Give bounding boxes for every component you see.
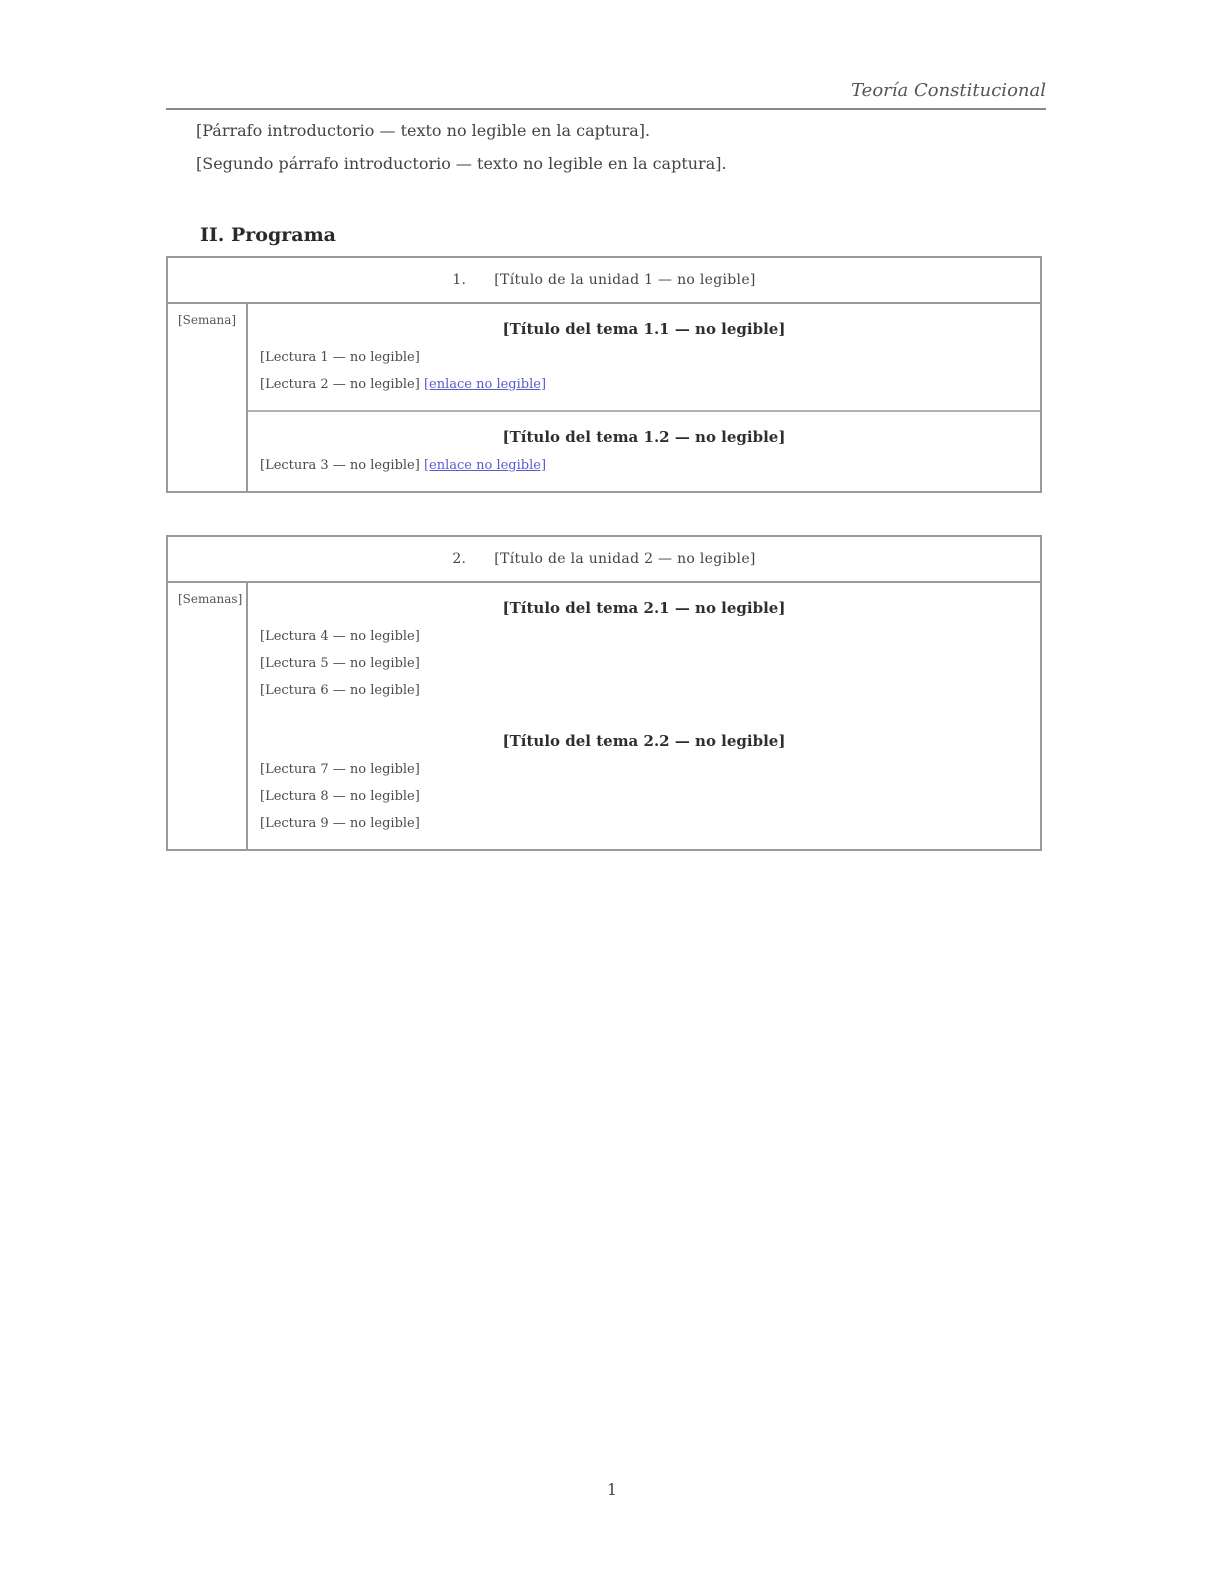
section-title: II. Programa: [200, 224, 336, 246]
reading-entry: [Lectura 5 — no legible]: [260, 656, 420, 671]
reading-entry: [Lectura 8 — no legible]: [260, 789, 420, 804]
reading-entry: [Lectura 4 — no legible]: [260, 629, 420, 644]
unit-header: [168, 537, 1040, 583]
topic-title: [Título del tema 1.1 — no legible]: [502, 320, 786, 338]
intro-paragraph: [Segundo párrafo introductorio — texto no legible en la captura].: [196, 154, 727, 173]
document-page: [166, 80, 1046, 851]
unit-title: [Título de la unidad 2 — no legible]: [494, 551, 756, 567]
topic-block: [248, 304, 1040, 410]
reading-text: [Lectura 2 — no legible]: [260, 377, 420, 392]
reading-entry: [Lectura 9 — no legible]: [260, 816, 420, 831]
topics-cell: [248, 583, 1040, 849]
topic-block: [248, 583, 1040, 716]
reading-entry: [Lectura 1 — no legible]: [260, 350, 420, 365]
intro-paragraph: [Párrafo introductorio — texto no legible en la captura].: [196, 121, 651, 140]
reading-text: [Lectura 3 — no legible]: [260, 458, 420, 473]
topic-block: [248, 410, 1040, 491]
unit-table: [166, 256, 1042, 493]
unit-body: [168, 304, 1040, 491]
topic-title: [Título del tema 2.2 — no legible]: [502, 732, 786, 750]
unit-title: [Título de la unidad 1 — no legible]: [494, 272, 756, 288]
reading-link[interactable]: [enlace no legible]: [423, 377, 547, 392]
topics-cell: [248, 304, 1040, 491]
topic-title: [Título del tema 1.2 — no legible]: [502, 428, 786, 446]
reading-entry: [260, 456, 1028, 475]
topic-block: [248, 716, 1040, 849]
unit-header: [168, 258, 1040, 304]
page-number: 1: [606, 1480, 618, 1499]
topic-title: [Título del tema 2.1 — no legible]: [502, 599, 786, 617]
reading-link[interactable]: [enlace no legible]: [423, 458, 547, 473]
unit-number: 2.: [452, 551, 467, 567]
unit-body: [168, 583, 1040, 849]
reading-entry: [260, 375, 1028, 394]
running-header: Teoría Constitucional: [166, 80, 1046, 110]
week-cell: [Semana]: [168, 304, 248, 491]
unit-number: 1.: [452, 272, 467, 288]
week-cell: [Semanas]: [168, 583, 248, 849]
unit-table: [166, 535, 1042, 851]
reading-entry: [Lectura 7 — no legible]: [260, 762, 420, 777]
reading-entry: [Lectura 6 — no legible]: [260, 683, 420, 698]
